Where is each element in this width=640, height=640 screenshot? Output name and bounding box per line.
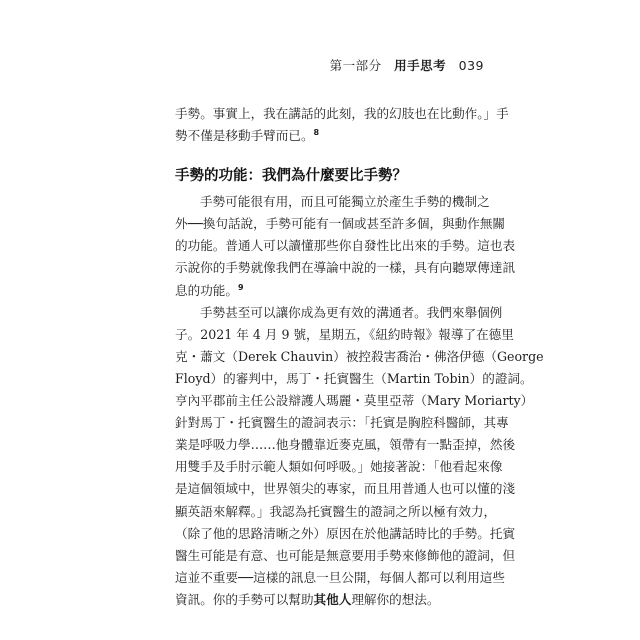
text-line: 用雙手及手肘示範人類如何呼吸。」她接著說：「他看起來像 (175, 459, 503, 475)
section-heading: 手勢的功能：我們為什麼要比手勢？ (175, 168, 407, 185)
text-line: 針對馬丁・托賓醫生的證詞表示：「托賓是胸腔科醫師，其專 (175, 415, 509, 431)
text-line: 示說你的手勢就像我們在導論中說的一樣，具有向聽眾傳達訊 (175, 260, 516, 276)
text-line: 顯英語來解釋。」我認為托賓醫生的證詞之所以極有效力， (175, 503, 497, 519)
chapter-title: 用手思考 (394, 58, 447, 73)
text-line (175, 125, 486, 147)
text-segment: 資訊。你的手勢可以幫助 (175, 591, 314, 607)
text-line (175, 589, 486, 611)
body-text (175, 103, 544, 611)
text-line: 手勢可能很有用，而且可能獨立於產生手勢的機制之 (200, 194, 490, 210)
page-number: 039 (458, 58, 484, 73)
paragraph (175, 302, 544, 611)
text-line (175, 280, 486, 302)
emphasis-text: 其他人 (313, 591, 352, 607)
paragraph (175, 191, 516, 301)
text-line: 這並不重要──這樣的訊息一旦公開，每個人都可以利用這些 (175, 569, 506, 585)
text-line: 克・蕭文（Derek Chauvin）被控殺害喬治・佛洛伊德（George (175, 348, 544, 364)
text-segment: 息的功能。 (175, 282, 238, 298)
text-line: 醫生可能是有意、也可能是無意要用手勢來修飾他的證詞，但 (175, 547, 516, 563)
text-line: 的功能。普通人可以讀懂那些你自發性比出來的手勢。這也表 (175, 238, 516, 254)
running-header (330, 56, 484, 74)
text-line: （除了他的思路清晰之外）原因在於他講話時比的手勢。托賓 (175, 525, 516, 541)
footnote-marker: 9 (237, 282, 244, 292)
text-line: 手勢甚至可以讓你成為更有效的溝通者。我們來舉個例 (200, 304, 503, 320)
text-line: 業是呼吸力學……他身體靠近麥克風，領帶有一點歪掉，然後 (175, 437, 516, 453)
text-segment: 理解你的想法。 (351, 591, 440, 607)
text-line: 是這個領域中，世界領尖的專家，而且用普通人也可以懂的淺 (175, 481, 516, 497)
text-line: 外──換句話說，手勢可能有一個或甚至許多個，與動作無關 (175, 216, 506, 232)
text-line: Floyd）的審判中，馬丁・托賓醫生（Martin Tobin）的證詞。 (175, 370, 533, 386)
text-line: 子。2021 年 4 月 9 號，星期五，《紐約時報》報導了在德里 (175, 326, 514, 342)
part-label: 第一部分 (329, 58, 382, 73)
text-segment: 勢不僅是移動手臂而已。 (175, 128, 314, 144)
text-line: 手勢。事實上，我在講話的此刻，我的幻肢也在比動作。」手 (175, 106, 509, 121)
paragraph-continuation (175, 103, 509, 147)
footnote-marker: 8 (313, 127, 320, 137)
text-line: 亨內平郡前主任公設辯護人瑪麗・莫里亞蒂（Mary Moriarty） (175, 393, 534, 409)
